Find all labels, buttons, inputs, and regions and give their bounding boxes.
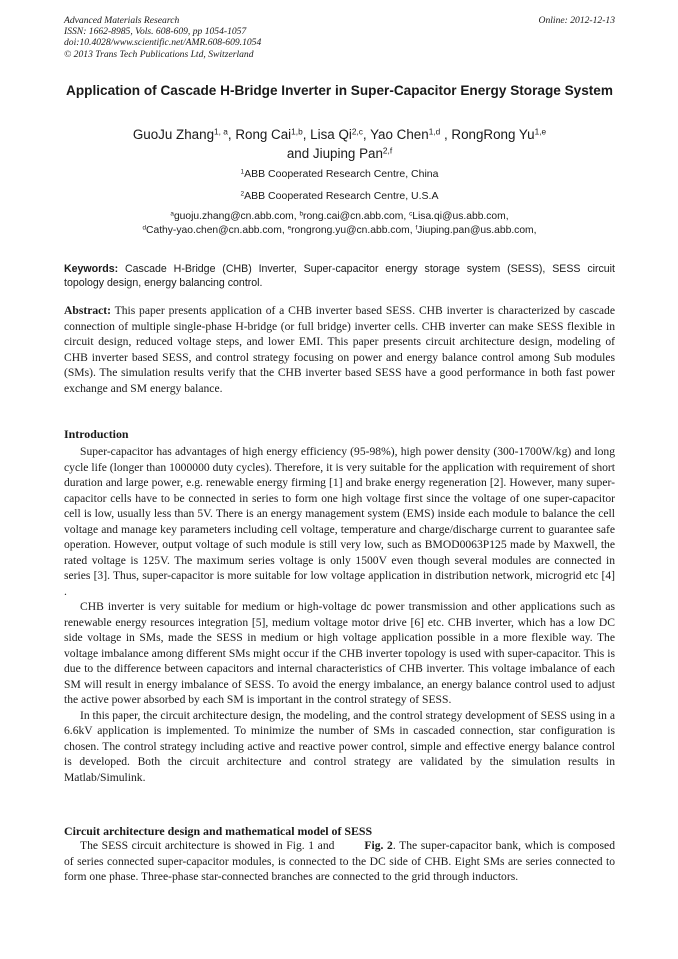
author-sup: 1, a — [214, 126, 228, 137]
paragraph: In this paper, the circuit architecture design, the modeling, and the control strategy development of SESS using in a 6.6kV application is implemented. To minimize the number of SMs in cascaded connection, star configuration is chosen. The control strategy including active and reactive power control, simple and effective energy balance control is developed. Both the circuit architecture and control strategy are validated by the simulation results in Matlab/Simulink. — [64, 708, 615, 784]
figure-ref-link[interactable]: Fig. 2 — [364, 839, 393, 852]
author-name: Lisa Qi — [310, 127, 352, 142]
paragraph-start: The SESS circuit architecture is showed in Fig. 1 and — [80, 839, 335, 852]
paper-title: Application of Cascade H-Bridge Inverter in Super-Capacitor Energy Storage System — [66, 83, 613, 98]
author-sup: 2,c — [351, 126, 363, 137]
author-sup: 1,d — [428, 126, 441, 137]
author-name: GuoJu Zhang — [132, 127, 215, 142]
section-heading-circuit: Circuit architecture design and mathematical model of SESS — [64, 824, 373, 838]
author-list: GuoJu Zhang$^{1, a}$, Rong Cai$^{1,b}$, Lisa Qi$^{2,c}$, Yao Chen$^{1,d}$ , RongRong Yu$^{1,e}$ and Jiuping Pan$^{2,f}$ — [132, 126, 547, 161]
email-sup: e — [287, 224, 292, 232]
email-link[interactable]: Lisa.qi@us.abb.com, — [412, 211, 509, 222]
affiliation-sup: 2 — [240, 190, 245, 198]
author-name: Jiuping Pan — [312, 146, 383, 161]
email-link[interactable]: Jiuping.pan@us.abb.com, — [417, 224, 537, 236]
abstract-text: This paper presents application of a CHB inverter based SESS. CHB inverter is characterized by cascade connection of multiple single-phase H-bridge (or full bridge) inverter cells. CHB inverter can make SESS flexible in circuit design, reduced voltage steps, and lower EMI. This paper presents circuit architecture design, modeling of CHB inverter based SESS, and control strategy focusing on power and energy balance control among Sub modules (SMs). The simulation results verify that the CHB inverter based SESS have a good performance in both fast power exchange and SM energy balance. — [64, 304, 615, 395]
paragraph: CHB inverter is very suitable for medium or high-voltage dc power transmission and other applications such as renewable energy resources integration [5], medium voltage motor drive [6] etc. CHB inverter, which has a low DC side voltage in SMs, made the SESS in medium or high voltage application possible in a more flexible way. The voltage imbalance among different SMs might occur if the CHB inverter topology is used with super-capacitor. This is due to the difference between capacitors and internal characteristics of CHB inverter. This voltage imbalance of each SM will result in energy imbalance of SESS. To avoid the energy imbalance, an energy balance control used to adjust the active power absorbed by each SM is important in the control strategy of SESS. — [64, 600, 615, 706]
email-link[interactable]: Cathy-yao.chen@cn.abb.com, — [146, 224, 285, 236]
affiliation-text: ABB Cooperated Research Centre, China — [244, 168, 439, 180]
introduction-body — [64, 444, 615, 785]
author-sup: 1,b — [291, 126, 303, 137]
section-heading-introduction: Introduction — [64, 427, 129, 441]
affiliation-2 — [64, 190, 615, 203]
email-sup: d — [142, 224, 147, 232]
email-link[interactable]: rong.cai@cn.abb.com, — [303, 211, 407, 222]
email-sup: b — [299, 210, 304, 218]
keywords-block — [64, 262, 615, 290]
author-name: Rong Cai — [235, 127, 292, 142]
author-sup: 1,e — [534, 126, 547, 137]
author-and: and — [286, 146, 310, 161]
copyright-line: © 2013 Trans Tech Publications Ltd, Switzerland — [64, 48, 254, 60]
journal-name: Advanced Materials Research — [64, 15, 180, 26]
doi-line: doi:10.4028/www.scientific.net/AMR.608-609.1054 — [64, 37, 262, 49]
circuit-section-body — [64, 838, 615, 885]
author-name: Yao Chen — [370, 127, 429, 142]
email-sup: f — [415, 224, 418, 232]
journal-header — [64, 15, 615, 60]
affiliation-sup: 1 — [240, 168, 245, 176]
keywords-text: Cascade H-Bridge (CHB) Inverter, Super-capacitor energy storage system (SESS), SESS circuit topology design, energy balancing control. — [64, 263, 615, 289]
affiliation-text: ABB Cooperated Research Centre, U.S.A — [244, 190, 439, 202]
keywords-label: Keywords: — [64, 263, 119, 275]
affiliation-1 — [64, 168, 615, 181]
paragraph-end: . The super-capacitor bank, which is composed of series connected super-capacitor modules, is connected to the DC side of CHB. Eight SMs are series connected to form one phase. Three-phase star-connected branches are connected to the grid through inductors. — [64, 839, 615, 883]
email-link[interactable]: guoju.zhang@cn.abb.com, — [173, 211, 297, 222]
author-sup: 2,f — [382, 145, 393, 156]
email-sup: a — [170, 210, 174, 218]
online-date: Online: 2012-12-13 — [538, 15, 615, 26]
issn-line: ISSN: 1662-8985, Vols. 608-609, pp 1054-1057 — [64, 26, 247, 38]
paragraph: Super-capacitor has advantages of high energy efficiency (95-98%), high power density (300-1700W/kg) and long cycle life (longer than 1000000 duty cycles). Therefore, it is very suitable for the application with requirement of short duration and large power, e.g. renewable energy firming [1] and brake energy regeneration [2]. However, many super-capacitor cells have to be connected in series to form one high voltage first since the voltage of one super-capacitor cell is low, usually less than 5V. There is an energy management system (EMS) inside each module to balance the cell voltage and manage key parameters including cell voltage, temperature and charge/discharge current to guarantee safe operation. However, output voltage of such module is still very low, such as BMOD0063P125 made by Maxwell, the rated voltage is 125V. The maximum series voltage is only 1500V even though several modules are connected in series [3]. Thus, super-capacitor is more suitable for low voltage application in distribution network, microgrid etc [4] . — [64, 445, 615, 598]
abstract-block — [64, 303, 615, 396]
abstract-label: Abstract: — [64, 304, 112, 317]
email-link[interactable]: rongrong.yu@cn.abb.com, — [291, 224, 413, 236]
paragraph — [64, 838, 615, 885]
email-sup: c — [409, 210, 413, 218]
author-name: RongRong Yu — [451, 127, 535, 142]
email-list — [64, 210, 615, 237]
